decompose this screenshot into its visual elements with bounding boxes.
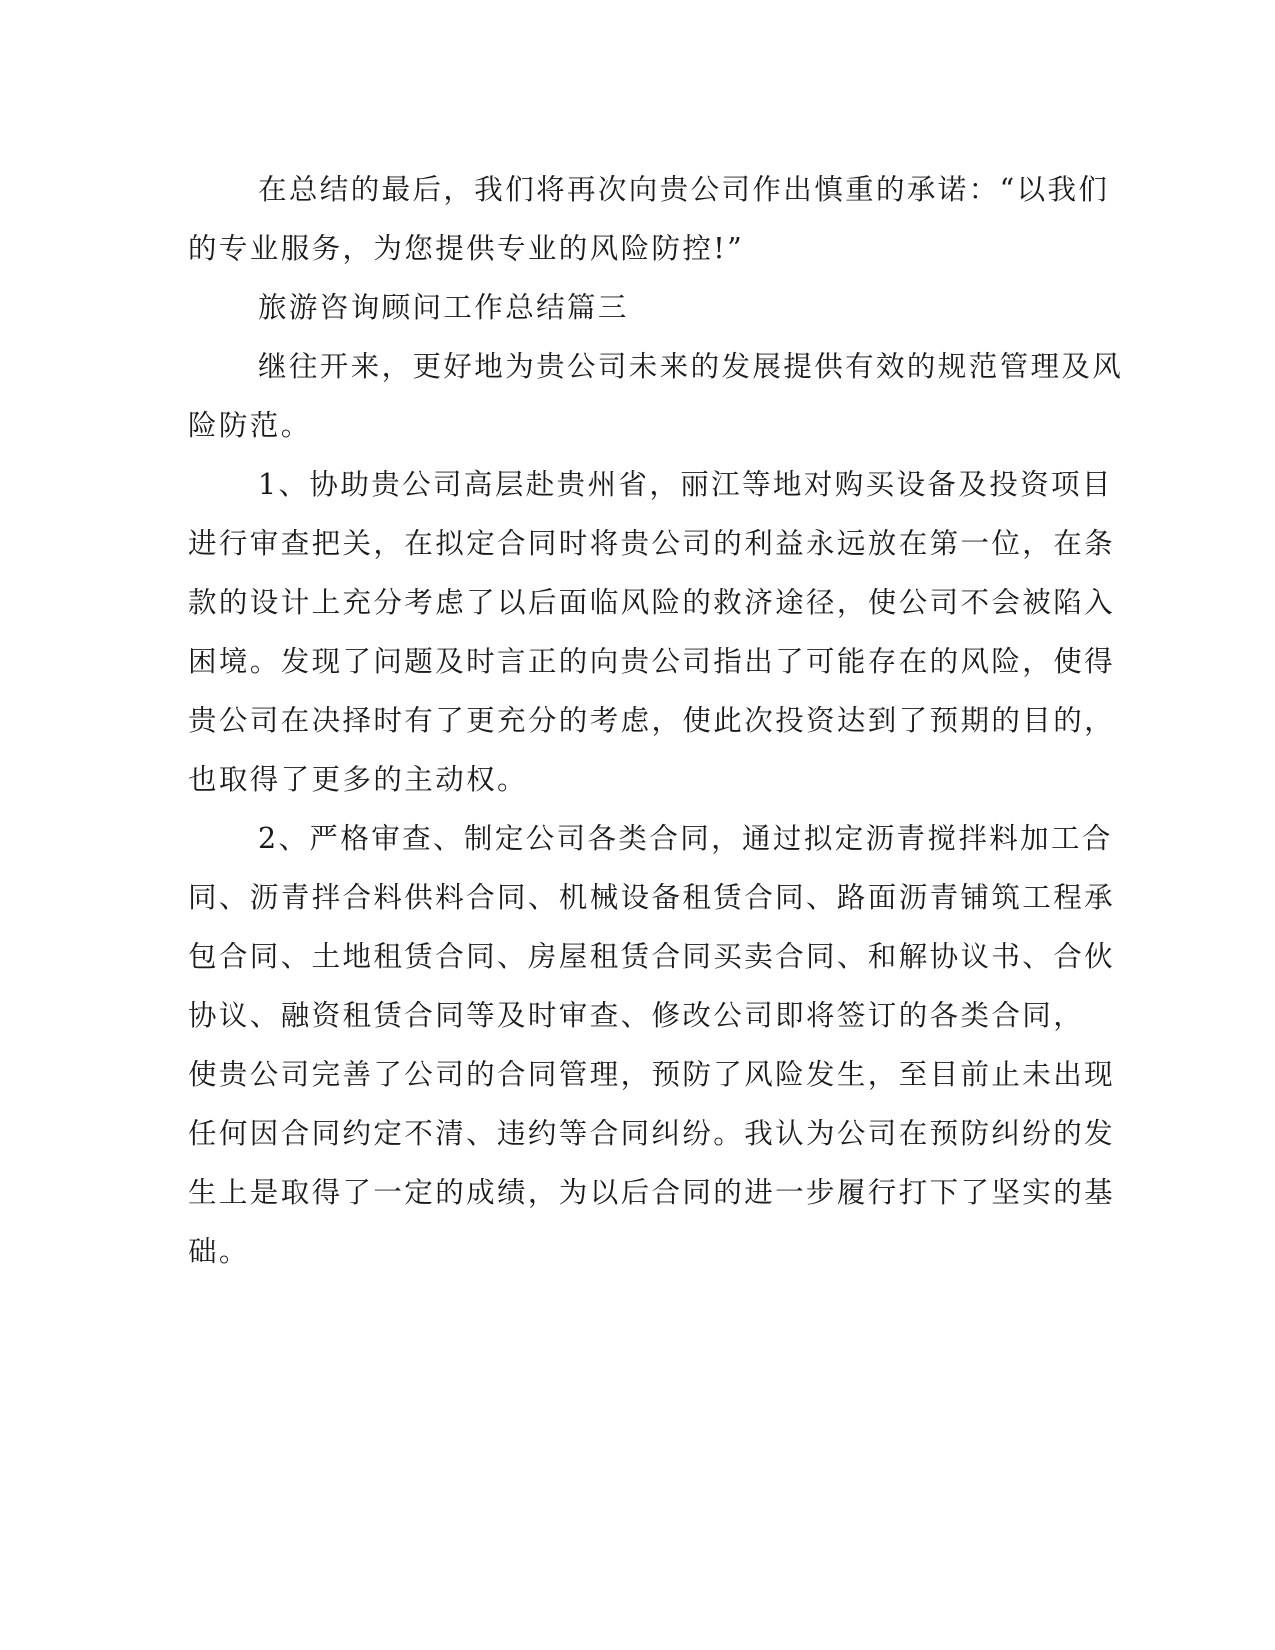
item-2-line-2: 同、沥青拌合料供料合同、机械设备租赁合同、路面沥青铺筑工程承	[188, 881, 1116, 914]
item-2-line-4: 协议、融资租赁合同等及时审查、修改公司即将签订的各类合同，	[188, 999, 1085, 1032]
paragraph-closing-line-2: 的专业服务，为您提供专业的风险防控!”	[188, 232, 745, 265]
item-1-line-4: 困境。发现了问题及时言正的向贵公司指出了可能存在的风险，使得	[188, 645, 1116, 678]
item-2-line-7: 生上是取得了一定的成绩，为以后合同的进一步履行打下了坚实的基	[188, 1176, 1116, 1209]
item-1-line-3: 款的设计上充分考虑了以后面临风险的救济途径，使公司不会被陷入	[188, 586, 1116, 619]
item-1-line-1: 1、协助贵公司高层赴贵州省，丽江等地对购买设备及投资项目	[258, 468, 1113, 501]
item-1-line-6: 也取得了更多的主动权。	[188, 763, 528, 796]
paragraph-intro-line-2: 险防范。	[188, 409, 312, 442]
item-2-line-6: 任何因合同约定不清、违约等合同纠纷。我认为公司在预防纠纷的发	[188, 1117, 1116, 1150]
item-2-line-3: 包合同、土地租赁合同、房屋租赁合同买卖合同、和解协议书、合伙	[188, 940, 1116, 973]
item-1-line-5: 贵公司在决择时有了更充分的考虑，使此次投资达到了预期的目的，	[188, 704, 1116, 737]
paragraph-closing-line-1: 在总结的最后，我们将再次向贵公司作出慎重的承诺：“以我们	[258, 173, 1110, 206]
document-body	[188, 160, 1124, 1281]
item-2-line-5: 使贵公司完善了公司的合同管理，预防了风险发生，至目前止未出现	[188, 1058, 1116, 1091]
item-2-line-1: 2、严格审查、制定公司各类合同，通过拟定沥青搅拌料加工合	[258, 822, 1113, 855]
paragraph-intro-line-1: 继往开来，更好地为贵公司未来的发展提供有效的规范管理及风	[258, 350, 1124, 383]
section-heading: 旅游咨询顾问工作总结篇三	[258, 291, 629, 324]
item-2-line-8: 础。	[188, 1235, 250, 1268]
item-1-line-2: 进行审查把关，在拟定合同时将贵公司的利益永远放在第一位，在条	[188, 527, 1116, 560]
